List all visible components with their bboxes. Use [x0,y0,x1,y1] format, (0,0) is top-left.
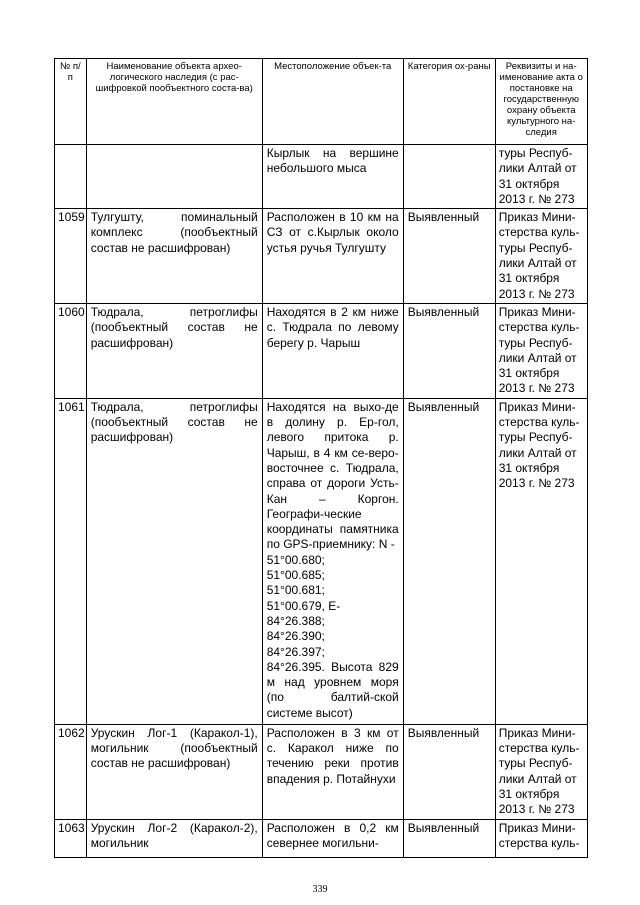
table-row [55,303,588,398]
table-row [55,724,588,819]
cell-category: Выявленный [403,819,495,857]
cell-location: Расположен в 10 км на СЗ от с.Кырлык около устья ручья Тулгушту [262,209,403,304]
cell-name: Урускин Лог-2 (Каракол-2), могильник [86,819,262,857]
table-header-row [55,59,588,145]
cell-act: Приказ Мини-стерства куль- [495,819,587,857]
table-row [55,398,588,724]
cell-name: Тюдрала, петроглифы (пообъектный состав не расшифрован) [86,398,262,724]
cell-name: Урускин Лог-1 (Каракол-1), могильник (пообъектный состав не расшифрован) [86,724,262,819]
cell-act: Приказ Мини-стерства куль-туры Респуб-лики Алтай от 31 октября 2013 г. № 273 [495,209,587,304]
table-row [55,209,588,304]
cell-act: Приказ Мини-стерства куль-туры Респуб-лики Алтай от 31 октября 2013 г. № 273 [495,303,587,398]
cell-name [86,145,262,209]
header-num: № п/п [55,59,87,145]
cell-category: Выявленный [403,398,495,724]
cell-category [403,145,495,209]
cell-act: туры Респуб-лики Алтай от 31 октября 2013 г. № 273 [495,145,587,209]
cell-category: Выявленный [403,303,495,398]
cell-category: Выявленный [403,724,495,819]
header-name: Наименование объекта архео-логического наследия (с рас-шифровкой пообъектного соста-ва) [86,59,262,145]
cell-act: Приказ Мини-стерства куль-туры Респуб-лики Алтай от 31 октября 2013 г. № 273 [495,724,587,819]
header-category: Категория ох-раны [403,59,495,145]
header-act: Реквизиты и на-именование акта о постановке на государственную охрану объекта культурного на-следия [495,59,587,145]
cell-num: 1063 [55,819,87,857]
cell-location: Кырлык на вершине небольшого мыса [262,145,403,209]
cell-location: Расположен в 3 км от с. Каракол ниже по течению реки против впадения р. Потайнухи [262,724,403,819]
table-row-continued [55,145,588,209]
cell-num: 1059 [55,209,87,304]
cell-location: Находятся в 2 км ниже с. Тюдрала по левому берегу р. Чарыш [262,303,403,398]
heritage-table [54,58,588,858]
cell-category: Выявленный [403,209,495,304]
cell-name: Тюдрала, петроглифы (пообъектный состав не расшифрован) [86,303,262,398]
cell-num: 1060 [55,303,87,398]
cell-location [262,398,403,724]
cell-num: 1062 [55,724,87,819]
table-row [55,819,588,857]
cell-location: Расположен в 0,2 км севернее могильни- [262,819,403,857]
cell-num [55,145,87,209]
cell-num: 1061 [55,398,87,724]
page-number: 339 [312,884,328,895]
cell-location-text: Находятся на выхо-де в долину р. Ер-гол, левого притока р. Чарыш, в 4 км се-веро-восточнее с. Тюдрала, справа от дороги Усть-Кан – Коргон. Географи-ческие координаты памятника по GPS-приемнику: N - 51°00.680; 51°00.685; 51°00.681; 51°00.679, E- 84°26.388; 84°26.390; 84°26.397; 84°26.395. Высота 829 м над уровнем моря (по балтий-ской системе высот) [266,399,399,720]
header-location: Местоположение объек-та [262,59,403,145]
cell-name: Тулгушту, поминальный комплекс (пообъектный состав не расшифрован) [86,209,262,304]
cell-act: Приказ Мини-стерства куль-туры Респуб-лики Алтай от 31 октября 2013 г. № 273 [495,398,587,724]
